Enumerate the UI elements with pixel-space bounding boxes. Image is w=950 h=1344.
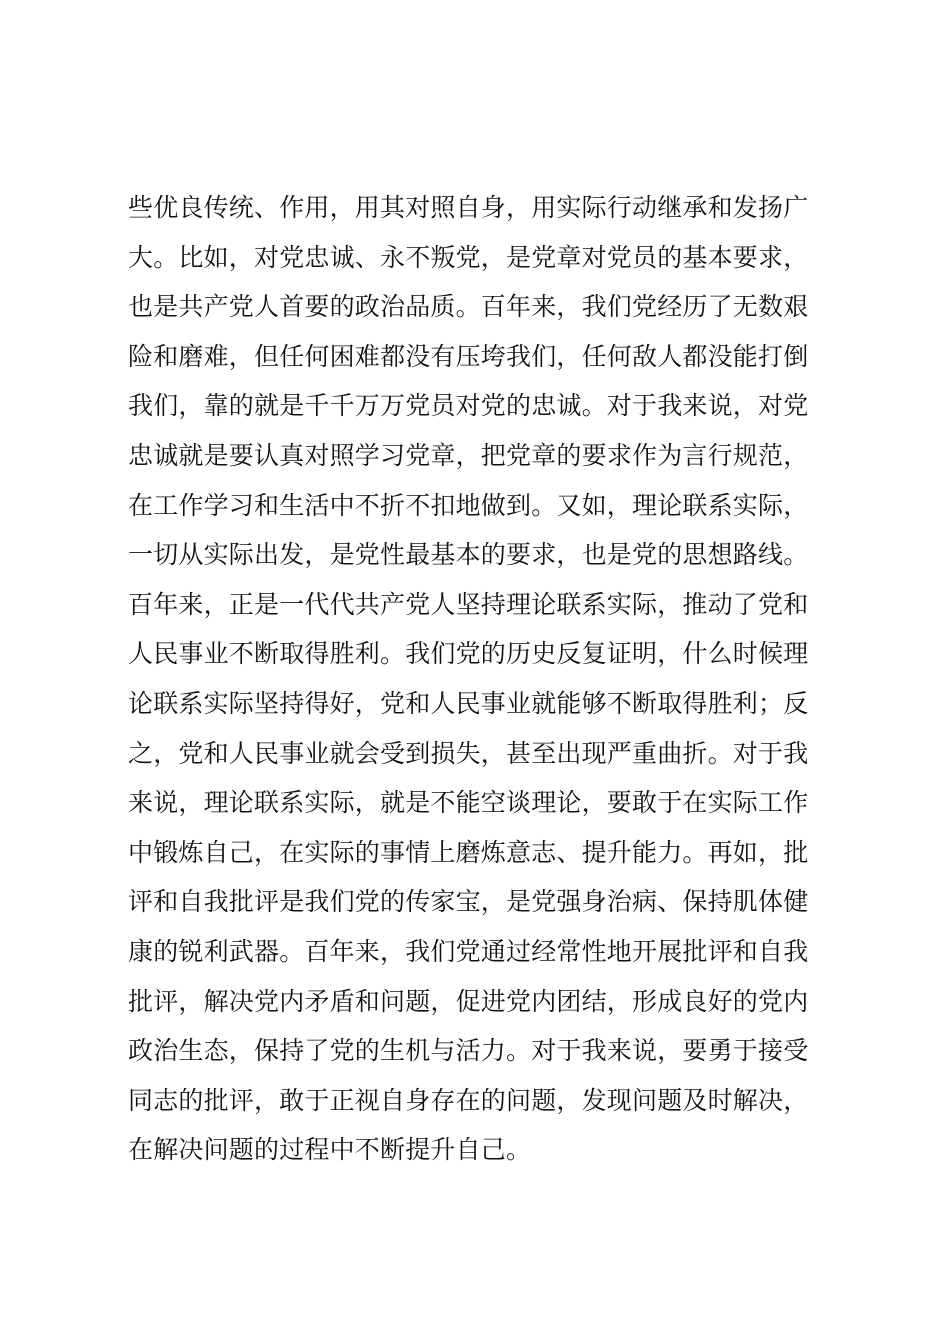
paragraph-line: 大。比如，对党忠诚、永不叛党，是党章对党员的基本要求， — [128, 242, 809, 272]
paragraph-line: 些优良传统、作用，用其对照自身，用实际行动继承和发扬广 — [128, 193, 809, 222]
body-paragraph — [128, 183, 848, 1175]
paragraph-line: 评和自我批评是我们党的传家宝，是党强身治病、保持肌体健 — [128, 887, 809, 917]
paragraph-line: 在工作学习和生活中不折不扣地做到。又如，理论联系实际， — [128, 490, 809, 520]
paragraph-line: 论联系实际坚持得好，党和人民事业就能够不断取得胜利；反 — [128, 688, 809, 718]
paragraph-line: 康的锐利武器。百年来，我们党通过经常性地开展批评和自我 — [128, 936, 809, 966]
paragraph-line: 之，党和人民事业就会受到损失，甚至出现严重曲折。对于我 — [128, 738, 809, 768]
paragraph-line: 百年来，正是一代代共产党人坚持理论联系实际，推动了党和 — [128, 589, 809, 619]
paragraph-line: 忠诚就是要认真对照学习党章，把党章的要求作为言行规范， — [128, 440, 809, 470]
paragraph-line: 一切从实际出发，是党性最基本的要求，也是党的思想路线。 — [128, 540, 809, 570]
paragraph-line: 险和磨难，但任何困难都没有压垮我们，任何敌人都没能打倒 — [128, 341, 809, 371]
paragraph-line: 来说，理论联系实际，就是不能空谈理论，要敢于在实际工作 — [128, 788, 809, 818]
paragraph-line: 在解决问题的过程中不断提升自己。 — [128, 1135, 532, 1165]
paragraph-line: 人民事业不断取得胜利。我们党的历史反复证明，什么时候理 — [128, 639, 809, 669]
paragraph-line: 也是共产党人首要的政治品质。百年来，我们党经历了无数艰 — [128, 292, 809, 322]
paragraph-line: 批评，解决党内矛盾和问题，促进党内团结，形成良好的党内 — [128, 986, 809, 1016]
paragraph-line: 我们，靠的就是千千万万党员对党的忠诚。对于我来说，对党 — [128, 391, 809, 421]
paragraph-line: 政治生态，保持了党的生机与活力。对于我来说，要勇于接受 — [128, 1036, 809, 1066]
paragraph-line: 同志的批评，敢于正视自身存在的问题，发现问题及时解决， — [128, 1085, 809, 1115]
paragraph-line: 中锻炼自己，在实际的事情上磨炼意志、提升能力。再如，批 — [128, 837, 809, 867]
